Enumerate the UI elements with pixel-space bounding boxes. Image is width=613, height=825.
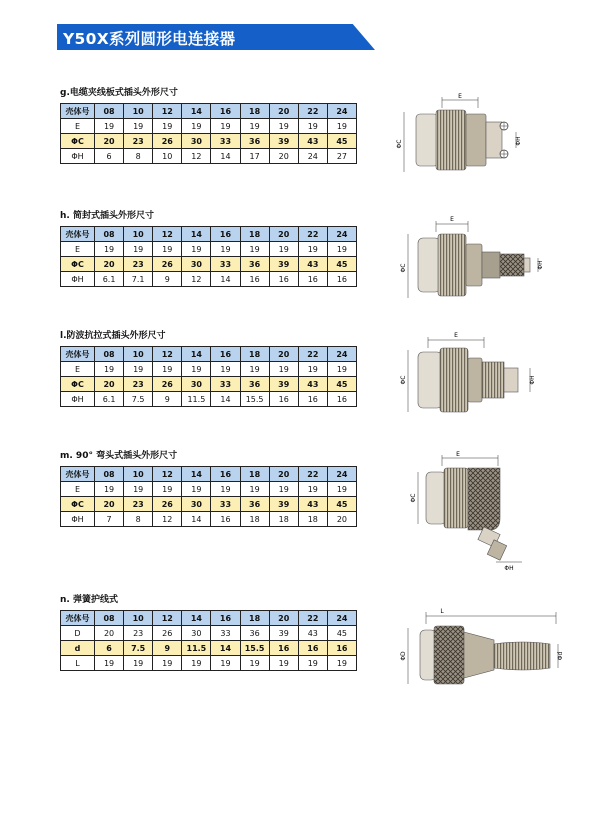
table-cell: 16 [298,272,327,287]
table-cell: 10 [124,104,153,119]
table-row [61,257,357,272]
dimension-table [60,226,357,287]
table-cell: 24 [327,227,356,242]
table-cell: 27 [327,149,356,164]
table-cell: 7 [95,512,124,527]
table-cell: ΦH [61,392,95,407]
table-cell: 23 [124,257,153,272]
table-cell: 39 [269,377,298,392]
table-cell: 16 [298,641,327,656]
table-cell: 14 [182,611,211,626]
table-cell: 16 [327,272,356,287]
section-n [60,593,357,671]
section-title: l.防波抗拉式插头外形尺寸 [60,331,166,341]
table-row [61,149,357,164]
table-cell: 08 [95,227,124,242]
table-cell: 39 [269,626,298,641]
table-cell: 36 [240,377,269,392]
table-row [61,641,357,656]
table-cell: 16 [298,392,327,407]
table-cell: 19 [153,119,182,134]
section-l [60,329,357,407]
table-cell: 19 [327,362,356,377]
table-cell: 39 [269,134,298,149]
dim-label: E [450,216,454,223]
table-cell: 9 [153,392,182,407]
dim-label: E [458,93,462,100]
table-cell: ΦC [61,134,95,149]
table-cell: 08 [95,104,124,119]
table-cell: 23 [124,497,153,512]
table-cell: 11.5 [182,641,211,656]
table-cell: 19 [95,119,124,134]
table-cell: 19 [153,482,182,497]
table-cell: 19 [124,119,153,134]
table-cell: 33 [211,134,240,149]
table-cell: E [61,119,95,134]
table-cell: 19 [153,242,182,257]
table-cell: 16 [327,392,356,407]
table-cell: 19 [269,362,298,377]
table-cell: 30 [182,377,211,392]
table-cell: 14 [211,641,240,656]
table-cell: 45 [327,497,356,512]
table-cell: 24 [327,347,356,362]
table-cell: ΦH [61,512,95,527]
table-cell: 16 [211,347,240,362]
table-cell: 22 [298,104,327,119]
table-row [61,272,357,287]
table-cell: 26 [153,497,182,512]
table-cell: 18 [240,104,269,119]
table-cell: 12 [153,611,182,626]
table-cell: 壳体号 [61,227,95,242]
table-row [61,512,357,527]
table-cell: 20 [269,611,298,626]
table-cell: 19 [298,119,327,134]
table-cell: 壳体号 [61,467,95,482]
table-cell: 22 [298,347,327,362]
table-cell: 19 [182,482,211,497]
table-cell: 23 [124,626,153,641]
table-cell: 16 [269,641,298,656]
table-cell: 19 [240,242,269,257]
dim-label: Φd [557,651,564,661]
table-cell: 18 [240,611,269,626]
table-cell: 22 [298,611,327,626]
table-cell: 19 [298,242,327,257]
table-cell: ΦH [61,272,95,287]
table-cell: 15.5 [240,641,269,656]
table-cell: 11.5 [182,392,211,407]
table-cell: 19 [298,482,327,497]
table-cell: 7.5 [124,392,153,407]
table-cell: 16 [211,104,240,119]
section-m [60,449,357,527]
table-cell: L [61,656,95,671]
table-cell: 19 [211,119,240,134]
table-cell: 14 [211,272,240,287]
dimension-table [60,466,357,527]
table-cell: 26 [153,134,182,149]
table-cell: 10 [124,347,153,362]
table-cell: 10 [153,149,182,164]
table-cell: 24 [327,104,356,119]
table-cell: 16 [211,611,240,626]
table-cell: 19 [269,656,298,671]
table-cell: 12 [153,227,182,242]
table-cell: 19 [240,482,269,497]
table-cell: 19 [327,482,356,497]
table-cell: 33 [211,257,240,272]
table-cell: 19 [95,362,124,377]
table-cell: 12 [153,347,182,362]
table-cell: 14 [182,512,211,527]
table-cell: 12 [153,467,182,482]
table-cell: 16 [211,512,240,527]
table-cell: ΦC [61,377,95,392]
dim-label: L [440,608,444,615]
table-cell: 19 [124,482,153,497]
dimension-table [60,346,357,407]
table-cell: 39 [269,497,298,512]
table-cell: 26 [153,377,182,392]
table-cell: 19 [298,656,327,671]
table-cell: 22 [298,227,327,242]
dimension-table [60,610,357,671]
table-cell: 20 [269,104,298,119]
table-cell: 19 [240,656,269,671]
table-cell: 26 [153,257,182,272]
table-cell: 26 [153,626,182,641]
table-cell: 19 [327,242,356,257]
table-cell: 8 [124,512,153,527]
table-cell: 19 [153,362,182,377]
table-cell: 18 [240,467,269,482]
table-cell: 19 [298,362,327,377]
table-row [61,656,357,671]
table-cell: D [61,626,95,641]
table-cell: 12 [182,149,211,164]
dim-label: ΦH [504,565,514,572]
spring-guard-plug-drawing [398,604,568,694]
table-cell: 19 [95,242,124,257]
sealed-plug-drawing [398,214,548,308]
table-header-row [61,104,357,119]
table-cell: 19 [211,656,240,671]
table-cell: 23 [124,377,153,392]
table-cell: 45 [327,626,356,641]
table-cell: 16 [327,641,356,656]
table-cell: 33 [211,377,240,392]
table-header-row [61,227,357,242]
table-cell: 19 [269,242,298,257]
table-cell: 10 [124,227,153,242]
section-h [60,209,357,287]
page-title: Y50X系列圆形电连接器 [63,30,236,48]
table-cell: 20 [269,467,298,482]
table-cell: 20 [95,377,124,392]
table-cell: 43 [298,497,327,512]
table-cell: 08 [95,347,124,362]
table-cell: 20 [269,347,298,362]
table-cell: 45 [327,257,356,272]
table-cell: 19 [269,482,298,497]
table-cell: 22 [298,467,327,482]
elbow-plug-drawing [408,448,528,576]
table-cell: 6.1 [95,392,124,407]
table-cell: d [61,641,95,656]
table-cell: 39 [269,257,298,272]
section-title: n. 弹簧护线式 [60,595,118,605]
table-cell: 19 [182,656,211,671]
table-cell: 17 [240,149,269,164]
table-cell: 30 [182,626,211,641]
table-cell: 壳体号 [61,611,95,626]
table-cell: 30 [182,257,211,272]
table-cell: 19 [95,656,124,671]
dimension-table [60,103,357,164]
table-cell: 10 [124,611,153,626]
table-row [61,626,357,641]
table-cell: ΦH [61,149,95,164]
table-row [61,482,357,497]
table-cell: 19 [211,482,240,497]
table-cell: 14 [182,467,211,482]
table-row [61,242,357,257]
table-cell: 20 [269,227,298,242]
table-cell: 8 [124,149,153,164]
dim-label: ΦC [400,263,407,273]
table-cell: 7.5 [124,641,153,656]
table-row [61,119,357,134]
table-cell: 19 [182,119,211,134]
table-cell: 20 [327,512,356,527]
table-cell: 19 [95,482,124,497]
table-cell: 19 [211,362,240,377]
table-row [61,377,357,392]
table-cell: 6.1 [95,272,124,287]
table-cell: 12 [153,512,182,527]
table-cell: 20 [269,149,298,164]
table-cell: 24 [327,467,356,482]
table-header-row [61,611,357,626]
table-cell: 36 [240,497,269,512]
table-cell: 16 [211,467,240,482]
table-cell: 7.1 [124,272,153,287]
table-cell: 08 [95,467,124,482]
table-cell: 43 [298,377,327,392]
table-cell: 36 [240,134,269,149]
table-header-row [61,467,357,482]
table-cell: 19 [182,242,211,257]
table-cell: 19 [153,656,182,671]
table-cell: 壳体号 [61,104,95,119]
table-cell: 19 [182,362,211,377]
table-row [61,392,357,407]
table-cell: 33 [211,626,240,641]
table-cell: E [61,482,95,497]
section-title: h. 简封式插头外形尺寸 [60,211,154,221]
table-cell: 19 [269,119,298,134]
table-cell: 16 [269,392,298,407]
table-cell: 30 [182,497,211,512]
table-cell: 36 [240,257,269,272]
table-cell: 30 [182,134,211,149]
table-cell: 08 [95,611,124,626]
section-title: g.电缆夹线板式插头外形尺寸 [60,88,178,98]
table-cell: 16 [269,272,298,287]
table-cell: 43 [298,134,327,149]
table-cell: 14 [182,104,211,119]
table-cell: 23 [124,134,153,149]
table-row [61,497,357,512]
table-cell: 19 [327,119,356,134]
table-cell: 14 [182,227,211,242]
table-cell: 19 [124,362,153,377]
table-cell: 43 [298,257,327,272]
table-cell: 15.5 [240,392,269,407]
table-cell: 18 [240,227,269,242]
section-title: m. 90° 弯头式插头外形尺寸 [60,451,178,461]
table-cell: 20 [95,134,124,149]
table-cell: 9 [153,641,182,656]
table-cell: 36 [240,626,269,641]
dim-label: E [456,451,460,458]
table-cell: 20 [95,626,124,641]
table-cell: 19 [211,242,240,257]
dim-label: ΦD [400,651,407,661]
table-cell: 14 [182,347,211,362]
table-cell: 14 [211,392,240,407]
table-cell: ΦC [61,497,95,512]
table-cell: 6 [95,149,124,164]
table-cell: 43 [298,626,327,641]
table-cell: 24 [298,149,327,164]
table-cell: 45 [327,134,356,149]
table-cell: 20 [95,497,124,512]
table-cell: E [61,362,95,377]
section-g [60,86,357,164]
anti-wave-plug-drawing [398,330,548,424]
table-cell: 6 [95,641,124,656]
table-cell: ΦC [61,257,95,272]
dim-label: ΦC [410,493,417,503]
table-cell: 19 [327,656,356,671]
table-cell: 9 [153,272,182,287]
table-row [61,362,357,377]
table-cell: 16 [240,272,269,287]
table-cell: 14 [211,149,240,164]
table-cell: 10 [124,467,153,482]
dim-label: ΦH [529,375,536,385]
table-cell: 19 [240,362,269,377]
dim-label: ΦH [537,260,544,270]
table-cell: 18 [240,347,269,362]
table-cell: 12 [182,272,211,287]
table-cell: 18 [240,512,269,527]
table-cell: 33 [211,497,240,512]
table-cell: 18 [298,512,327,527]
dim-label: ΦC [396,139,403,149]
table-row [61,134,357,149]
dim-label: ΦH [515,136,522,146]
table-cell: 12 [153,104,182,119]
dim-label: ΦC [400,375,407,385]
table-cell: 19 [124,656,153,671]
table-cell: 45 [327,377,356,392]
table-cell: 19 [240,119,269,134]
table-cell: E [61,242,95,257]
table-cell: 18 [269,512,298,527]
table-cell: 20 [95,257,124,272]
table-cell: 16 [211,227,240,242]
table-cell: 壳体号 [61,347,95,362]
dim-label: E [454,332,458,339]
table-cell: 19 [124,242,153,257]
table-header-row [61,347,357,362]
cable-clamp-plug-drawing [392,92,528,186]
table-cell: 24 [327,611,356,626]
